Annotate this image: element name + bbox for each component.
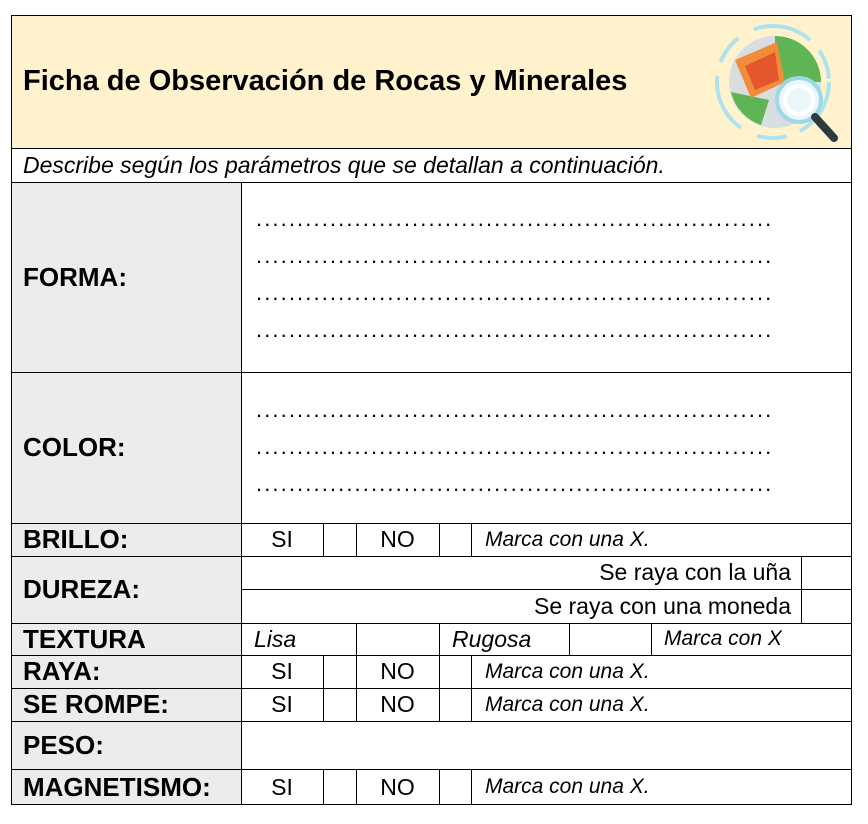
- magnetismo-si-checkbox[interactable]: [323, 769, 356, 805]
- rompe-no-checkbox[interactable]: [439, 688, 471, 721]
- magnetismo-no: NO: [380, 773, 415, 800]
- rompe-si-checkbox[interactable]: [323, 688, 356, 721]
- textura-lisa: Lisa: [254, 625, 297, 652]
- grid-line: [651, 623, 652, 655]
- grid-line: [11, 721, 852, 722]
- label-magnetismo: MAGNETISMO:: [23, 771, 211, 802]
- forma-line-4[interactable]: ...............................................................: [256, 319, 774, 341]
- grid-line: [323, 769, 324, 805]
- raya-no-checkbox[interactable]: [439, 655, 471, 688]
- brillo-no-checkbox[interactable]: [439, 523, 471, 556]
- raya-hint: Marca con una X.: [485, 659, 650, 683]
- label-dureza: DUREZA:: [23, 574, 140, 604]
- forma-line-1[interactable]: ...............................................................: [256, 208, 774, 230]
- grid-line: [356, 769, 357, 805]
- label-color: COLOR:: [23, 432, 126, 462]
- brillo-no: NO: [380, 526, 415, 552]
- grid-line: [439, 623, 440, 655]
- color-line-1[interactable]: ...............................................................: [256, 399, 774, 421]
- grid-line: [11, 804, 852, 805]
- grid-line: [11, 372, 852, 373]
- observation-sheet: [11, 15, 852, 805]
- magnetismo-hint: Marca con una X.: [485, 775, 650, 798]
- textura-rugosa: Rugosa: [452, 625, 532, 652]
- magnetismo-si: SI: [271, 773, 293, 800]
- grid-line: [851, 15, 852, 805]
- grid-line: [11, 688, 852, 689]
- color-line-3[interactable]: ...............................................................: [256, 473, 774, 495]
- grid-line: [11, 623, 852, 624]
- grid-line: [11, 769, 852, 770]
- instructions-text: Describe según los parámetros que se detallan a continuación.: [23, 151, 665, 178]
- grid-line: [11, 15, 12, 805]
- grid-line: [241, 182, 242, 805]
- rompe-hint: Marca con una X.: [485, 692, 650, 716]
- textura-rugosa-checkbox[interactable]: [569, 623, 651, 655]
- textura-lisa-checkbox[interactable]: [356, 623, 439, 655]
- dureza-option-moneda: Se raya con una moneda: [533, 592, 791, 619]
- magnetismo-no-checkbox[interactable]: [439, 769, 471, 805]
- color-line-2[interactable]: ...............................................................: [256, 436, 774, 458]
- grid-line: [356, 655, 357, 721]
- brillo-si: SI: [271, 526, 293, 552]
- grid-line: [11, 556, 852, 557]
- label-forma: FORMA:: [23, 261, 127, 292]
- brillo-si-checkbox[interactable]: [323, 523, 356, 556]
- label-textura: TEXTURA: [23, 623, 146, 654]
- page-title: Ficha de Observación de Rocas y Minerales: [23, 65, 628, 97]
- label-raya: RAYA:: [23, 656, 101, 686]
- grid-line: [439, 523, 440, 556]
- label-brillo: BRILLO:: [23, 524, 129, 554]
- grid-line: [356, 623, 357, 655]
- grid-line: [801, 556, 802, 623]
- grid-line: [323, 655, 324, 721]
- dureza-option-una: Se raya con la uña: [599, 559, 791, 585]
- brillo-hint: Marca con una X.: [485, 527, 650, 551]
- rompe-si: SI: [271, 691, 293, 717]
- grid-line: [471, 769, 472, 805]
- raya-si: SI: [271, 658, 293, 684]
- forma-line-3[interactable]: ...............................................................: [256, 282, 774, 304]
- grid-line: [11, 182, 852, 183]
- rompe-no: NO: [380, 691, 415, 717]
- grid-line: [323, 523, 324, 556]
- raya-si-checkbox[interactable]: [323, 655, 356, 688]
- globe-magnifier-icon: [711, 20, 841, 150]
- label-peso: PESO:: [23, 729, 104, 760]
- grid-line: [439, 655, 440, 721]
- label-se-rompe: SE ROMPE:: [23, 689, 169, 719]
- raya-no: NO: [380, 658, 415, 684]
- forma-line-2[interactable]: ...............................................................: [256, 245, 774, 267]
- grid-line: [471, 523, 472, 556]
- dureza-moneda-checkbox[interactable]: [801, 589, 852, 623]
- peso-input[interactable]: [241, 721, 852, 769]
- textura-hint: Marca con X: [664, 627, 782, 650]
- grid-line: [569, 623, 570, 655]
- grid-line: [471, 655, 472, 721]
- grid-line: [11, 655, 852, 656]
- grid-line: [11, 148, 852, 149]
- grid-line: [11, 523, 852, 524]
- grid-line: [241, 589, 852, 590]
- grid-line: [439, 769, 440, 805]
- grid-line: [11, 15, 852, 16]
- dureza-una-checkbox[interactable]: [801, 556, 852, 589]
- grid-line: [356, 523, 357, 556]
